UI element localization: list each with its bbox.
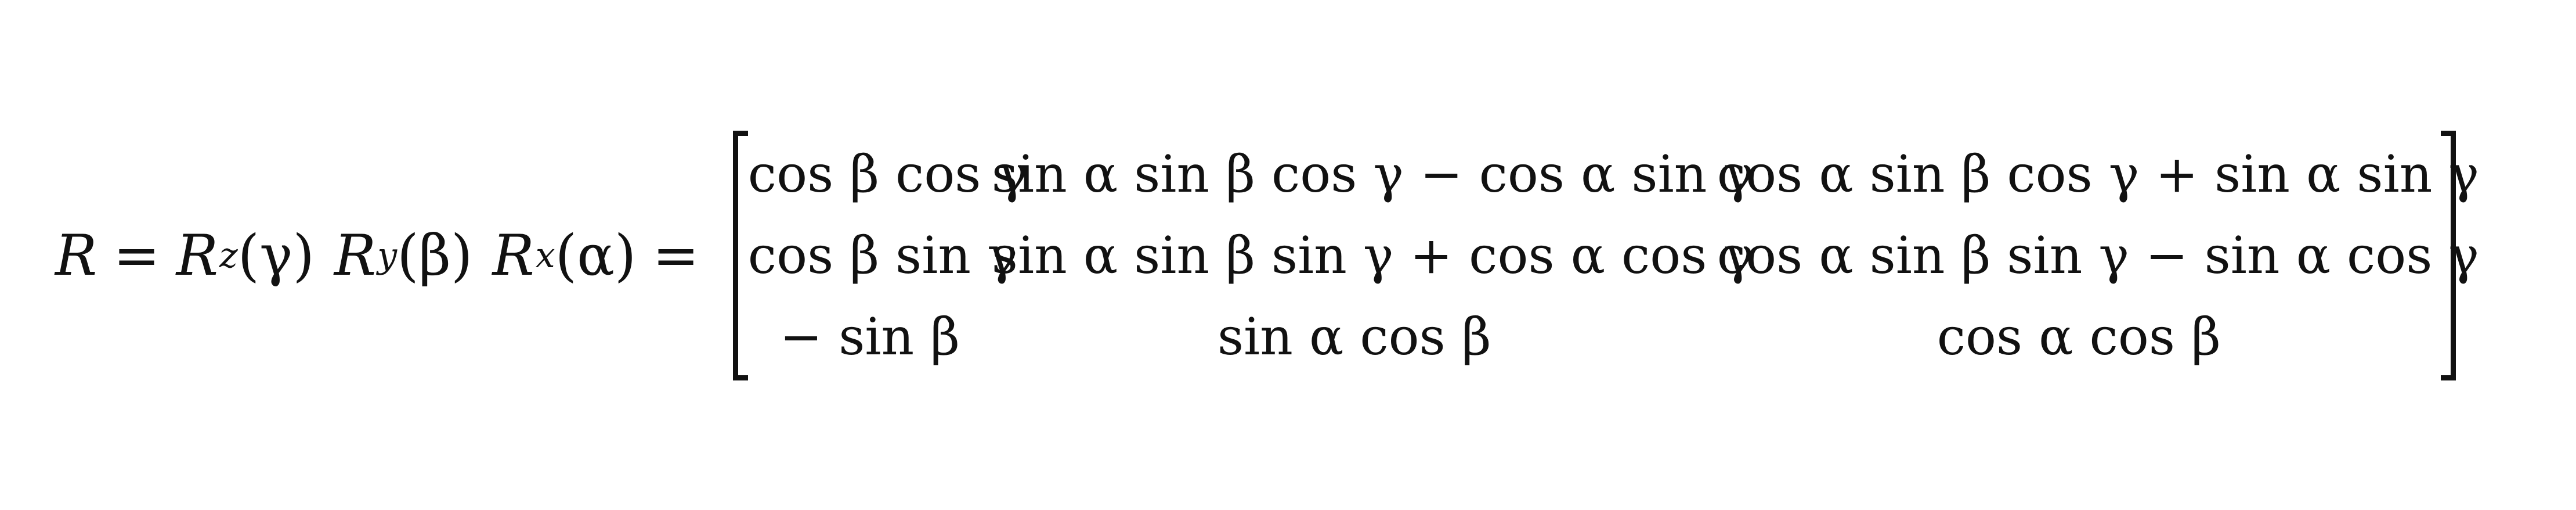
symbol-Ry: R	[334, 223, 377, 288]
subscript-x: x	[535, 235, 555, 276]
matrix-cell-r3c1: − sin β	[779, 307, 960, 367]
rotation-matrix	[733, 131, 2479, 380]
symbol-Rz: R	[176, 223, 218, 288]
equals-sign-2: =	[652, 223, 699, 288]
matrix-cell-r1c2: sin α sin β cos γ − cos α sin γ	[991, 144, 1754, 204]
matrix-cell-r3c3: cos α cos β	[1936, 307, 2221, 367]
right-bracket	[2441, 131, 2456, 380]
alpha-argument: (α)	[555, 223, 637, 288]
matrix-cell-r3c2: sin α cos β	[1217, 307, 1491, 367]
gamma-argument: (γ)	[237, 223, 315, 288]
equals-sign-1: =	[113, 223, 160, 288]
equation-lhs	[55, 131, 716, 380]
beta-argument: (β)	[397, 223, 473, 288]
symbol-R: R	[55, 223, 97, 288]
matrix-cell-r2c3: cos α sin β sin γ − sin α cos γ	[1717, 225, 2479, 285]
subscript-y: y	[377, 235, 398, 276]
matrix-cell-r2c1: cos β sin γ	[747, 225, 1018, 285]
matrix-cell-r1c3: cos α sin β cos γ + sin α sin γ	[1717, 144, 2479, 204]
matrix-cell-r1c1: cos β cos γ	[747, 144, 1028, 204]
left-bracket	[733, 131, 748, 380]
rotation-matrix-equation	[55, 131, 2479, 380]
subscript-z: z	[219, 235, 238, 276]
matrix-cell-r2c2: sin α sin β sin γ + cos α cos γ	[991, 225, 1754, 285]
matrix-grid	[747, 131, 2479, 380]
symbol-Rx: R	[492, 223, 534, 288]
